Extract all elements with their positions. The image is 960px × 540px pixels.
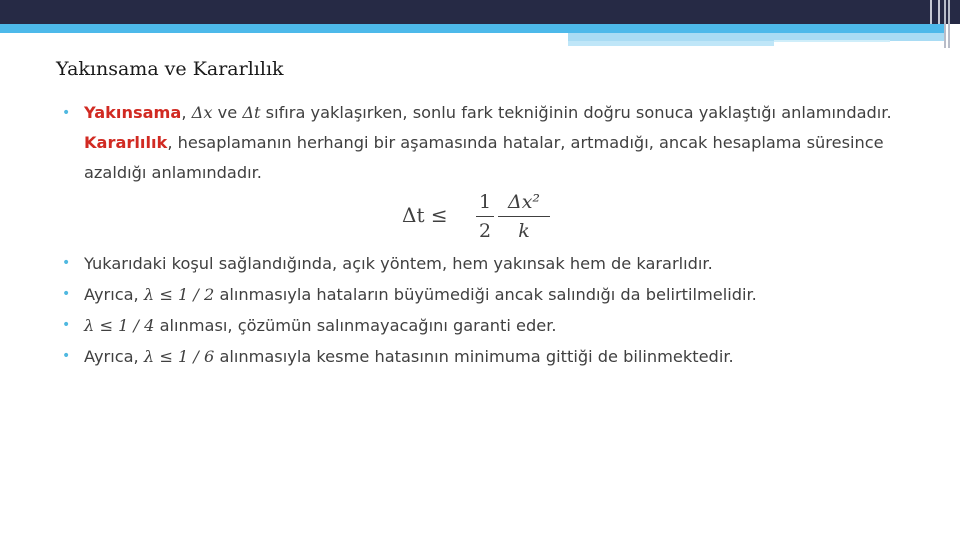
text-segment: , bbox=[181, 103, 192, 122]
bullet-text: Yukarıdaki koşul sağlandığında, açık yöntem, hem yakınsak hem de kararlıdır. bbox=[84, 254, 713, 273]
bullet-item bbox=[62, 341, 922, 372]
bullet-icon: • bbox=[62, 317, 71, 333]
keyword-kararlilik: Kararlılık bbox=[84, 133, 168, 152]
right-rail bbox=[948, 0, 950, 48]
header-blue-band bbox=[0, 24, 944, 33]
bullet-list bbox=[62, 98, 922, 372]
text-segment: ve bbox=[212, 103, 243, 122]
fraction-numerator: Δx² bbox=[498, 188, 550, 217]
header-thin-line bbox=[774, 40, 890, 42]
fraction-denominator: k bbox=[518, 220, 530, 242]
math-dx: Δx bbox=[191, 103, 213, 122]
bullet-icon: • bbox=[62, 348, 71, 364]
math-lambda-quarter: λ ≤ 1 / 4 bbox=[84, 316, 155, 335]
header-dark-bar bbox=[0, 0, 960, 24]
keyword-yakinsama: Yakınsama bbox=[84, 103, 182, 122]
header-light-band bbox=[568, 41, 774, 46]
fraction-dx2-k bbox=[498, 188, 550, 245]
slide-title: Yakınsama ve Kararlılık bbox=[56, 58, 284, 80]
bullet-item bbox=[62, 248, 922, 279]
math-dt: Δt bbox=[242, 103, 261, 122]
fraction-denominator: 2 bbox=[478, 220, 492, 242]
text-segment: alınmasıyla hataların büyümediği ancak salındığı da belirtilmelidir. bbox=[214, 285, 757, 304]
bullet-item bbox=[62, 279, 922, 310]
header-edge-line bbox=[930, 0, 932, 24]
right-rail bbox=[944, 0, 946, 48]
math-lambda-sixth: λ ≤ 1 / 6 bbox=[143, 347, 215, 366]
header-edge-line bbox=[938, 0, 940, 24]
text-segment: alınmasıyla kesme hatasının minimuma gittiği de bilinmektedir. bbox=[214, 347, 734, 366]
bullet-item bbox=[62, 98, 922, 188]
text-segment: alınması, çözümün salınmayacağını garanti eder. bbox=[154, 316, 557, 335]
math-lambda-half: λ ≤ 1 / 2 bbox=[143, 285, 215, 304]
fraction-numerator: 1 bbox=[476, 188, 494, 217]
bullet-icon: • bbox=[62, 255, 71, 271]
bullet-icon: • bbox=[62, 105, 71, 121]
text-segment: , hesaplamanın herhangi bir aşamasında hatalar, artmadığı, ancak hesaplama süresince azaldığı anlamındadır. bbox=[84, 133, 884, 182]
stability-formula bbox=[62, 188, 922, 248]
fraction-half bbox=[476, 188, 494, 245]
bullet-icon: • bbox=[62, 286, 71, 302]
formula-lhs: Δt ≤ bbox=[402, 203, 448, 227]
bullet-item bbox=[62, 310, 922, 341]
text-segment: sıfıra yaklaşırken, sonlu fark tekniğinin doğru sonuca yaklaştığı anlamındadır. bbox=[260, 103, 892, 122]
text-segment: Ayrıca, bbox=[84, 285, 144, 304]
text-segment: Ayrıca, bbox=[84, 347, 144, 366]
